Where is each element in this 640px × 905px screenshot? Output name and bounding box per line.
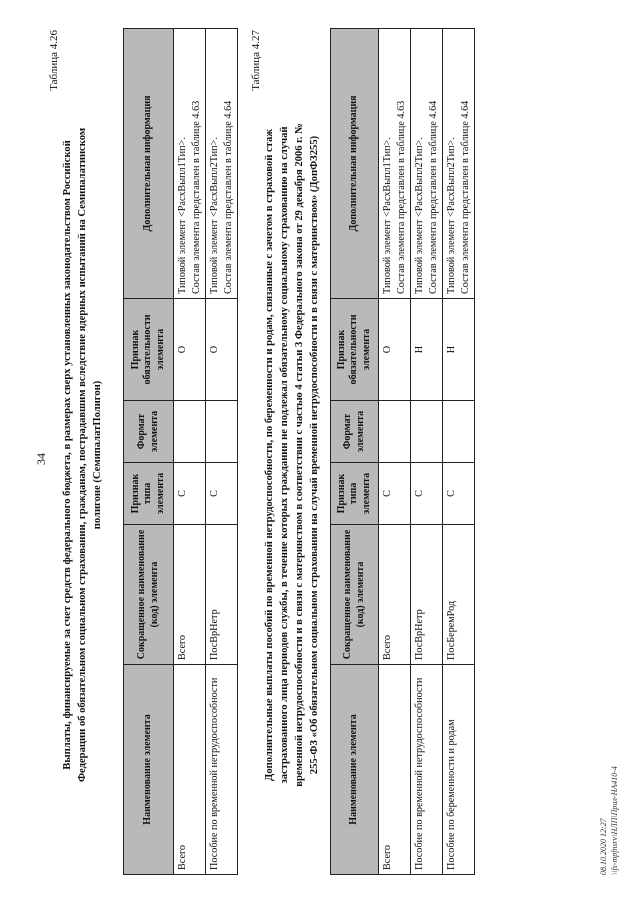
table2-title-line: 255-ФЗ «Об обязательном социальном страховании на случай временной нетрудоспособности и в связи с материнством» (ДопФЗ255): [309, 135, 320, 775]
table2-header-row: [331, 29, 379, 875]
cell-info: [443, 29, 475, 299]
cell-info-line: Типовой элемент <РасхВыпл2Тип>.: [446, 137, 457, 294]
cell-info: [206, 29, 238, 299]
table2: [330, 28, 475, 875]
table-row: [379, 29, 411, 875]
col-header-code: Сокращенное наименование (код) элемента: [331, 525, 379, 665]
cell-code: Всего: [379, 525, 411, 665]
cell-type: С: [411, 463, 443, 525]
cell-info-line: Типовой элемент <РасхВыпл2Тип>.: [414, 137, 425, 294]
table2-title-line: Дополнительные выплаты пособий по временной нетрудоспособности, по беременности и родам, связанные с зачетом в страховой стаж: [264, 129, 275, 781]
cell-format: [206, 401, 238, 463]
cell-type: С: [379, 463, 411, 525]
col-header-required: Признак обязательности элемента: [124, 299, 174, 401]
cell-code: ПосБеремРод: [443, 525, 475, 665]
table-row: [206, 29, 238, 875]
cell-format: [379, 401, 411, 463]
cell-info-line: Состав элемента представлен в таблице 4.63: [190, 100, 202, 294]
cell-info: [411, 29, 443, 299]
col-header-name: Наименование элемента: [331, 665, 379, 875]
cell-required: О: [174, 299, 206, 401]
table1-title-line: полигоне (СемипалатПолигон): [92, 380, 103, 530]
cell-name: Пособие по временной нетрудоспособности: [206, 665, 238, 875]
cell-type: С: [174, 463, 206, 525]
cell-format: [443, 401, 475, 463]
cell-code: Всего: [174, 525, 206, 665]
cell-info-line: Типовой элемент <РасхВыпл1Тип>.: [177, 137, 188, 294]
cell-info-line: Состав элемента представлен в таблице 4.64: [222, 100, 234, 294]
col-header-info: Дополнительная информация: [331, 29, 379, 299]
cell-name: Всего: [174, 665, 206, 875]
cell-required: Н: [443, 299, 475, 401]
table-row: [174, 29, 206, 875]
table1-title: [60, 45, 105, 865]
cell-name: Всего: [379, 665, 411, 875]
col-header-type: Признак типа элемента: [124, 463, 174, 525]
table2-number: Таблица 4.27: [250, 30, 262, 91]
col-header-name: Наименование элемента: [124, 665, 174, 875]
col-header-info: Дополнительная информация: [124, 29, 174, 299]
footer-path: \\fs-mpfnsrv\НЛП\Прил-НА410-4: [610, 766, 619, 875]
col-header-code: Сокращенное наименование (код) элемента: [124, 525, 174, 665]
cell-info-line: Состав элемента представлен в таблице 4.64: [459, 100, 471, 294]
col-header-type: Признак типа элемента: [331, 463, 379, 525]
cell-required: О: [379, 299, 411, 401]
table2-title-line: застрахованного лица периодов службы, в течение которых гражданин не подлежал обязательному социальному страхованию на случай: [279, 126, 290, 784]
cell-type: С: [443, 463, 475, 525]
table2-title: [262, 35, 322, 875]
cell-name: Пособие по беременности и родам: [443, 665, 475, 875]
footer-timestamp: 08.10.2020 12:27: [599, 818, 608, 875]
cell-format: [174, 401, 206, 463]
table-row: [443, 29, 475, 875]
table-row: [411, 29, 443, 875]
cell-code: ПосВрНетр: [206, 525, 238, 665]
table1-header-row: [124, 29, 174, 875]
col-header-format: Формат элемента: [124, 401, 174, 463]
table2-title-line: временной нетрудоспособности и в связи с материнством в соответствии с частью 4 статьи 3 Федерального закона от 29 декабря 2006 г. №: [294, 123, 305, 787]
cell-info: [379, 29, 411, 299]
cell-info: [174, 29, 206, 299]
cell-name: Пособие по временной нетрудоспособности: [411, 665, 443, 875]
cell-info-line: Типовой элемент <РасхВыпл2Тип>.: [209, 137, 220, 294]
cell-type: С: [206, 463, 238, 525]
cell-info-line: Состав элемента представлен в таблице 4.64: [427, 100, 439, 294]
cell-info-line: Типовой элемент <РасхВыпл1Тип>.: [382, 137, 393, 294]
table1: [123, 28, 238, 875]
table1-title-line: Выплаты, финансируемые за счет средств федерального бюджета, в размерах сверх установленных законодательством Российской: [62, 140, 73, 770]
cell-required: О: [206, 299, 238, 401]
col-header-format: Формат элемента: [331, 401, 379, 463]
cell-code: ПосВрНетр: [411, 525, 443, 665]
cell-format: [411, 401, 443, 463]
col-header-required: Признак обязательности элемента: [331, 299, 379, 401]
table1-title-line: Федерации об обязательном социальном страховании, гражданам, пострадавшим вследствие ядерных испытаний на Семипалатинском: [77, 127, 88, 783]
footer: [598, 575, 620, 875]
page-number: 34: [34, 453, 48, 465]
table1-number: Таблица 4.26: [48, 30, 60, 91]
cell-info-line: Состав элемента представлен в таблице 4.63: [395, 100, 407, 294]
cell-required: Н: [411, 299, 443, 401]
